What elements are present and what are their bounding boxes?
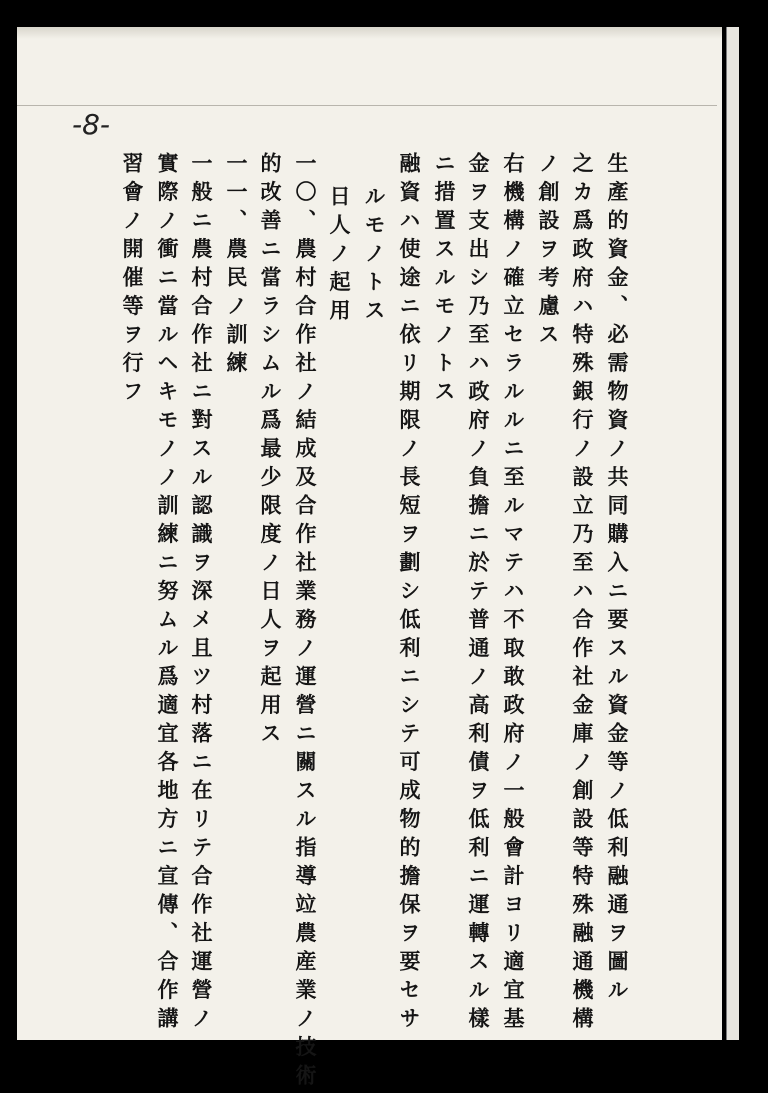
section-heading-farmer-training: 一一、農民ノ訓練 xyxy=(224,152,249,380)
text-column-6: ニ措置スルモノトス xyxy=(432,152,457,409)
page-edge xyxy=(726,27,739,1040)
text-column-11: 的改善ニ當ラシムル爲最少限度ノ日人ヲ起用ス xyxy=(258,152,283,751)
text-column-10: 一〇、農村合作社ノ結成及合作社業務ノ運營ニ關スル指導竝農産業ノ技術 xyxy=(293,152,318,1093)
text-column-15: 習會ノ開催等ヲ行フ xyxy=(120,152,145,409)
section-heading-japanese-staff: 日人ノ起用 xyxy=(327,185,352,328)
text-column-14: 實際ノ衝ニ當ルヘキモノノ訓練ニ努ムル爲適宜各地方ニ宣傳、合作講 xyxy=(155,152,180,1036)
text-column-1: 生產的資金、必需物資ノ共同購入ニ要スル資金等ノ低利融通ヲ圖ル xyxy=(605,152,630,1007)
text-column-3: ノ創設ヲ考慮ス xyxy=(536,152,561,352)
text-column-2: 之カ爲政府ハ特殊銀行ノ設立乃至ハ合作社金庫ノ創設等特殊融通機構 xyxy=(570,152,595,1036)
text-column-7: 融資ハ使途ニ依リ期限ノ長短ヲ劃シ低利ニシテ可成物的擔保ヲ要セサ xyxy=(397,152,422,1036)
text-column-4: 右機構ノ確立セラルルニ至ルマテハ不取敢政府ノ一般會計ヨリ適宜基 xyxy=(501,152,526,1036)
page-number: -8- xyxy=(72,108,111,141)
text-column-5: 金ヲ支出シ乃至ハ政府ノ負擔ニ於テ普通ノ高利債ヲ低利ニ運轉スル樣 xyxy=(466,152,491,1036)
header-rule xyxy=(17,105,717,106)
text-column-13: 一般ニ農村合作社ニ對スル認識ヲ深メ且ツ村落ニ在リテ合作社運營ノ xyxy=(189,152,214,1036)
text-column-8: ルモノトス xyxy=(362,185,387,328)
